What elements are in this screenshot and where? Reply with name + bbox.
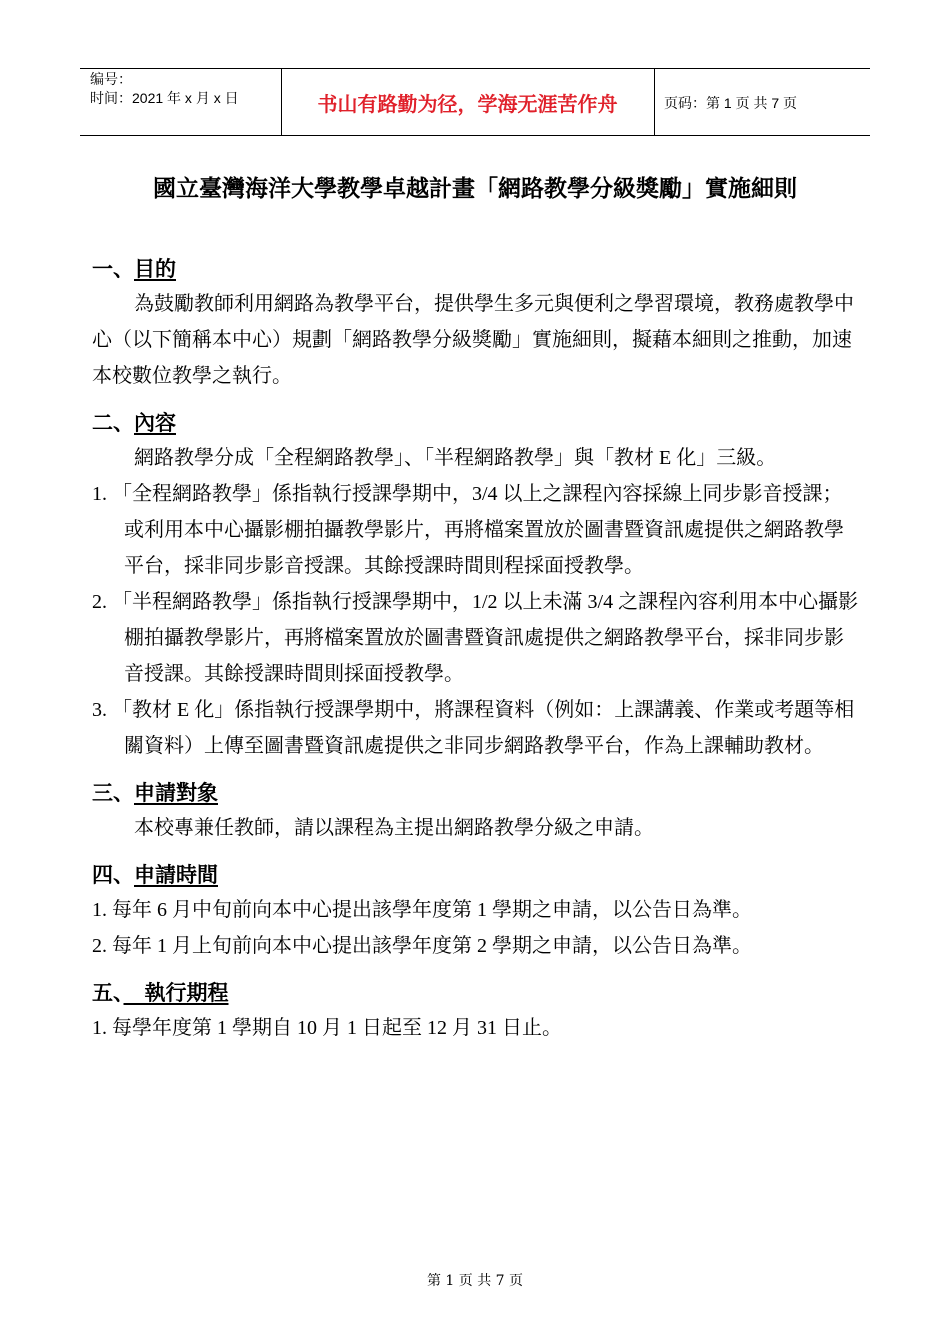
section-paragraph: 網路教學分成「全程網路教學」、「半程網路教學」與「教材 E 化」三級。 xyxy=(134,447,777,469)
list-item: 2. 「半程網路教學」係指執行授課學期中，1/2 以上未滿 3/4 之課程內容利用本中心攝影棚拍攝教學影片，再將檔案置放於圖書暨資訊處提供之網路教學平台，採非同步影音授課。其餘授課時間則採面授教學。 xyxy=(92,591,859,685)
list-item: 2. 每年 1 月上旬前向本中心提出該學年度第 2 學期之申請，以公告日為準。 xyxy=(92,935,752,957)
document-title: 國立臺灣海洋大學教學卓越計畫「網路教學分級獎勵」實施細則 xyxy=(153,175,797,202)
list-item: 3. 「教材 E 化」係指執行授課學期中，將課程資料（例如：上課講義、作業或考題等相關資料）上傳至圖書暨資訊處提供之非同步網路教學平台，作為上課輔助教材。 xyxy=(92,699,855,757)
section-heading-5 xyxy=(92,976,862,1010)
header-divider-2 xyxy=(654,68,655,135)
section-heading-3 xyxy=(92,776,862,810)
section-number: 五、 xyxy=(92,981,124,1005)
section-paragraph: 本校專兼任教師，請以課程為主提出網路教學分級之申請。 xyxy=(134,817,654,839)
section-number: 四、 xyxy=(92,863,134,887)
section-number: 一、 xyxy=(92,257,134,281)
list-item: 1. 每年 6 月中旬前向本中心提出該學年度第 1 學期之申請，以公告日為準。 xyxy=(92,899,752,921)
section-heading-4 xyxy=(92,858,862,892)
section-title: 申請對象 xyxy=(134,781,218,805)
list-item: 1. 每學年度第 1 學期自 10 月 1 日起至 12 月 31 日止。 xyxy=(92,1017,562,1039)
section-title: 目的 xyxy=(134,257,176,281)
header-left-cell xyxy=(90,70,239,108)
section-paragraph: 為鼓勵教師利用網路為教學平台，提供學生多元與便利之學習環境，教務處教學中心（以下簡稱本中心）規劃「網路教學分級獎勵」實施細則，擬藉本細則之推動，加速本校數位教學之執行。 xyxy=(92,293,854,387)
date-label: 时间：2021 年 x 月 x 日 xyxy=(90,90,239,106)
page-footer: 第 1 页 共 7 页 xyxy=(426,1273,524,1289)
code-label: 编号： xyxy=(90,71,132,87)
section-title: 執行期程 xyxy=(123,981,229,1005)
header-rule-top xyxy=(80,68,870,69)
section-number: 二、 xyxy=(92,411,134,435)
header-motto: 书山有路勤为径，学海无涯苦作舟 xyxy=(317,92,618,116)
section-title: 申請時間 xyxy=(134,863,218,887)
section-number: 三、 xyxy=(92,781,134,805)
document-body xyxy=(92,252,862,1046)
section-heading-1 xyxy=(92,252,862,286)
section-title: 內容 xyxy=(134,411,176,435)
section-heading-2 xyxy=(92,406,862,440)
header-rule-bottom xyxy=(80,135,870,136)
list-item: 1. 「全程網路教學」係指執行授課學期中，3/4 以上之課程內容採線上同步影音授課；或利用本中心攝影棚拍攝教學影片，再將檔案置放於圖書暨資訊處提供之網路教學平台，採非同步影音授課。其餘授課時間則程採面授教學。 xyxy=(92,483,844,577)
header-page-label: 页码：第 1 页 共 7 页 xyxy=(664,95,798,111)
